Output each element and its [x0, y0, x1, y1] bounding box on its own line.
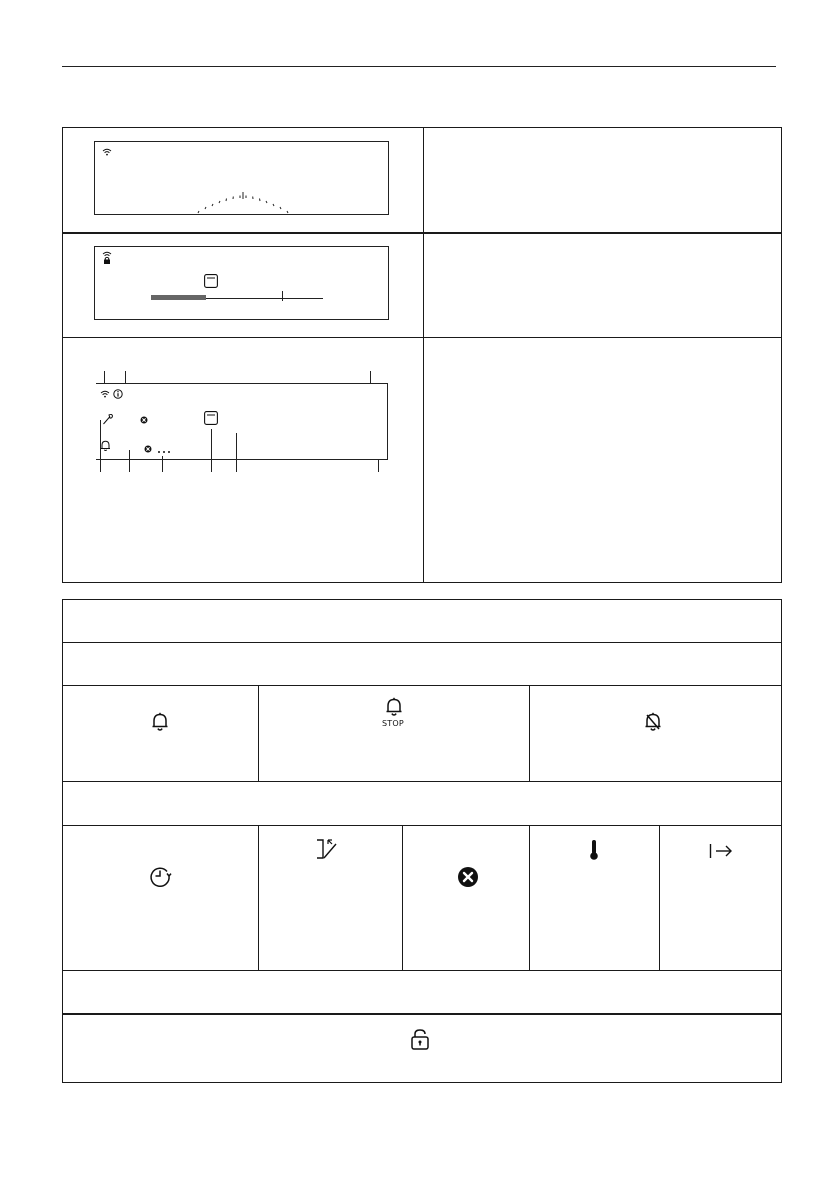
probe-icon	[102, 413, 114, 425]
clock-icon	[148, 864, 172, 888]
wifi-icon	[102, 148, 112, 156]
display-screen-1	[94, 141, 389, 215]
info-icon	[113, 389, 123, 399]
wifi-lock-icon	[102, 251, 112, 264]
bell-off-icon	[643, 712, 663, 733]
progress-bar	[151, 295, 323, 301]
oven-icon	[204, 411, 218, 425]
bell-stop-icon	[384, 697, 404, 718]
cross-small-icon	[140, 416, 148, 424]
dial-scale	[193, 192, 293, 216]
wifi-icon	[100, 390, 110, 398]
display-screen-3	[96, 383, 388, 384]
display-screen-2	[94, 246, 389, 320]
oven-icon	[204, 274, 218, 288]
cancel-icon	[457, 866, 479, 888]
header-rule	[62, 66, 776, 67]
bell-icon	[100, 440, 111, 452]
arrow-right-icon	[709, 843, 733, 859]
progress-marker	[282, 291, 283, 301]
door-icon	[316, 839, 342, 859]
dots-icon	[157, 450, 171, 454]
cross-small-icon	[144, 445, 152, 453]
stop-label: STOP	[382, 719, 404, 728]
bell-icon	[150, 712, 170, 733]
padlock-icon	[410, 1029, 430, 1050]
progress-fill	[151, 295, 206, 300]
thermometer-icon	[588, 839, 600, 861]
